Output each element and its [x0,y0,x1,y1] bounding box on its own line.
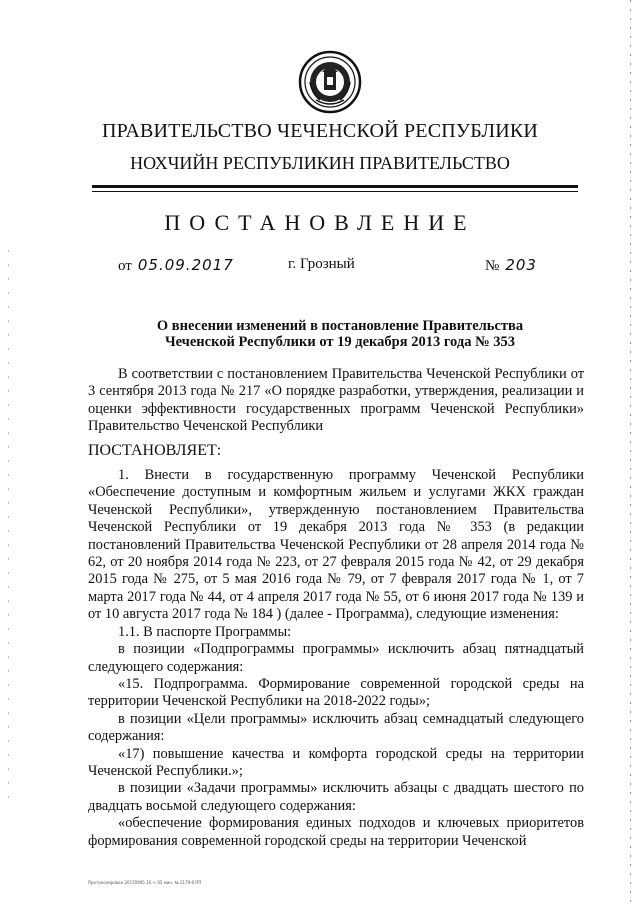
goal-17-quote: «17) повышение качества и комфорта городской среды на территории Чеченской Республики.»; [88,745,584,779]
number-prefix: № [485,258,500,274]
goals-paragraph: в позиции «Цели программы» исключить абзац семнадцатый следующего содержания: [88,710,584,745]
document-heading [110,318,570,350]
document-number [485,256,537,275]
document-body [88,366,584,850]
scan-edge-left [8,250,9,810]
item-1-paragraph: 1. Внести в государственную программу Чеченской Республики «Обеспечение доступным и комфортным жильем и услугами ЖКХ граждан Чеченской Республики», утвержденную постановлением Правительства Чеченской Республики от 19 декабря 2013 года № 353 (в редакции постановлений Правительства Чеченской Республики от 28 апреля 2014 года № 62, от 20 ноября 2014 года № 223, от 27 февраля 2015 года № 42, от 29 декабря 2015 года № 275, от 5 мая 2016 года № 79, от 7 февраля 2017 года № 1, от 7 марта 2017 года № 44, от 4 апреля 2017 года № 55, от 6 июня 2017 года № 139 и от 10 августа 2017 года № 184 ) (далее - Программа), следующие изменения: [88,467,584,623]
header-rule-thin [92,191,578,192]
header-rule-thick [92,185,578,188]
item-1-1-paragraph: 1.1. В паспорте Программы: [118,623,292,640]
document-city: г. Грозный [288,256,355,272]
heading-line-2: Чеченской Республики от 19 декабря 2013 года № 353 [164,334,516,350]
subprogram-15-quote: «15. Подпрограмма. Формирование современной городской среды на территории Чеченской Республики на 2018-2022 годы»; [88,675,584,710]
tasks-paragraph: в позиции «Задачи программы» исключить абзацы с двадцать шестого по двадцать восьмой следующего содержания: [88,780,584,814]
date-prefix: от [118,258,132,274]
government-title: ПРАВИТЕЛЬСТВО ЧЕЧЕНСКОЙ РЕСПУБЛИКИ [101,120,539,142]
tasks-quote: «обеспечение формирования единых подходов и ключевых приоритетов формирования современной городской среды на территории Чеченской [88,815,584,849]
document-date [118,256,234,275]
heading-line-1: О внесении изменений в постановление Правительства [156,318,524,334]
subprograms-paragraph: в позиции «Подпрограммы программы» исключить абзац пятнадцатый следующего содержания: [88,641,584,675]
preamble-paragraph: В соответствии с постановлением Правительства Чеченской Республики от 3 сентября 2013 года № 217 «О порядке разработки, утверждения, реализации и оценки эффективности государственных программ Чеченской Республики» Правительство Чеченской Республики [88,366,584,435]
number-value: 203 [505,256,537,274]
decree-word: ПОСТАНОВЛЯЕТ: [88,441,222,459]
government-subtitle: НОХЧИЙН РЕСПУБЛИКИН ПРАВИТЕЛЬСТВО [130,153,510,173]
date-value: 05.09.2017 [137,256,234,274]
footer-registration-code: Протоколирован 20170905 10 ч. 05 мин. № 2179-0 ПП [88,880,202,885]
document-type: ПОСТАНОВЛЕНИЕ [164,210,476,235]
coat-of-arms-icon [298,50,362,114]
